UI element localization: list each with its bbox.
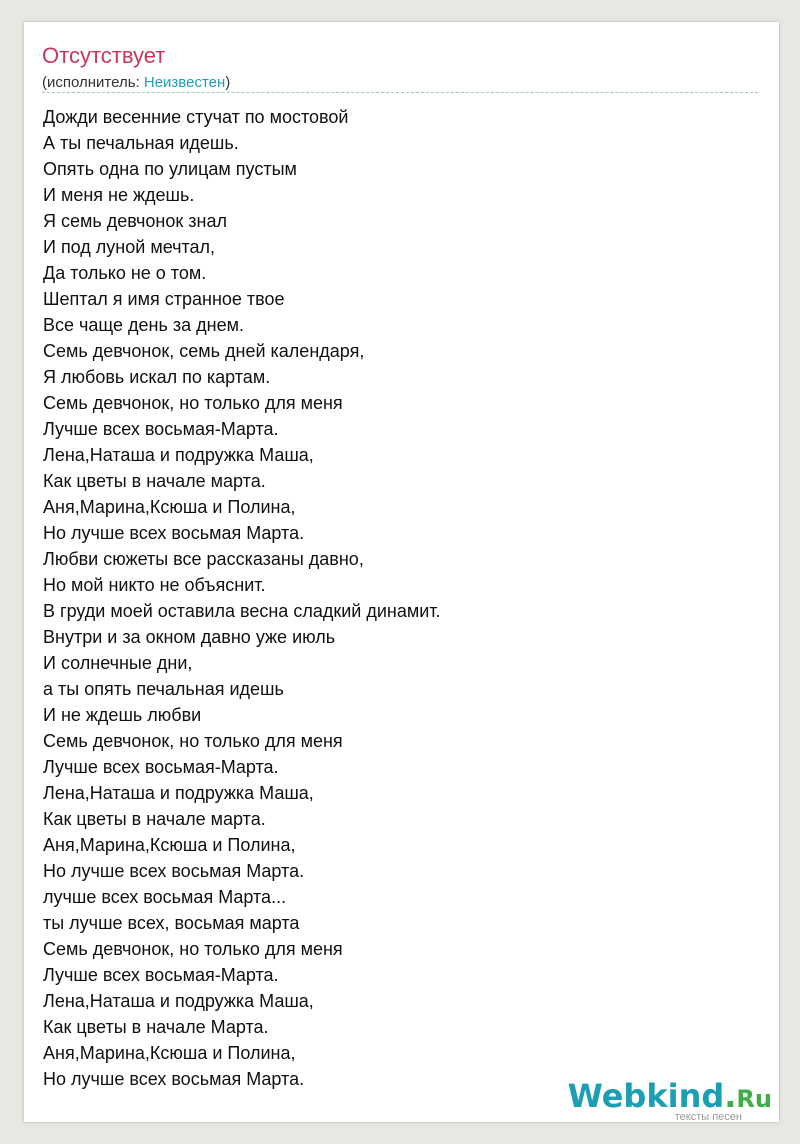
site-logo[interactable]: [568, 1078, 772, 1123]
lyric-line: Но лучше всех восьмая Марта.: [43, 523, 305, 543]
logo-dot: .: [724, 1077, 737, 1115]
lyric-line: Шептал я имя странное твое: [43, 289, 285, 309]
lyric-line: Аня,Марина,Ксюша и Полина,: [43, 1043, 296, 1063]
lyric-line: Опять одна по улицам пустым: [43, 159, 297, 179]
artist-link[interactable]: Неизвестен: [143, 74, 226, 91]
lyric-line: Аня,Марина,Ксюша и Полина,: [43, 835, 296, 855]
lyric-line: Но лучше всех восьмая Марта.: [43, 1069, 305, 1089]
lyric-line: Лучше всех восьмая-Марта.: [43, 419, 279, 439]
lyric-line: И не ждешь любви: [43, 705, 202, 725]
lyric-line: И солнечные дни,: [43, 653, 193, 673]
lyric-line: Но мой никто не объяснит.: [43, 575, 266, 595]
header-divider: [42, 92, 758, 93]
lyric-line: Я семь девчонок знал: [43, 211, 227, 231]
lyric-line: Я любовь искал по картам.: [43, 367, 271, 387]
logo-name: Webkind: [567, 1077, 725, 1115]
lyric-line: Любви сюжеты все рассказаны давно,: [43, 549, 364, 569]
lyric-line: Все чаще день за днем.: [43, 315, 244, 335]
performer-prefix: (исполнитель:: [42, 74, 144, 91]
logo-tld: Ru: [736, 1085, 772, 1113]
lyric-line: ты лучше всех, восьмая марта: [43, 913, 300, 933]
lyric-line: И меня не ждешь.: [43, 185, 195, 205]
song-title: Отсутствует: [42, 43, 166, 68]
lyric-line: а ты опять печальная идешь: [43, 679, 284, 699]
lyric-line: Аня,Марина,Ксюша и Полина,: [43, 497, 296, 517]
performer-line: [42, 73, 230, 93]
lyric-line: Семь девчонок, но только для меня: [43, 939, 343, 959]
lyric-line: Лучше всех восьмая-Марта.: [43, 965, 279, 985]
lyric-line: лучше всех восьмая Марта...: [43, 887, 287, 907]
lyric-line: Семь девчонок, но только для меня: [43, 393, 343, 413]
lyric-line: Лучше всех восьмая-Марта.: [43, 757, 279, 777]
lyrics-text: [43, 104, 441, 1092]
lyric-line: Как цветы в начале марта.: [43, 471, 266, 491]
lyric-line: Лена,Наташа и подружка Маша,: [43, 783, 314, 803]
lyric-line: А ты печальная идешь.: [43, 133, 239, 153]
logo-tagline: тексты песен: [674, 1111, 742, 1123]
lyric-line: Но лучше всех восьмая Марта.: [43, 861, 305, 881]
lyric-line: Да только не о том.: [43, 263, 207, 283]
lyric-line: Внутри и за окном давно уже июль: [43, 627, 336, 647]
lyric-line: Семь девчонок, но только для меня: [43, 731, 343, 751]
lyric-line: В груди моей оставила весна сладкий динамит.: [43, 601, 441, 621]
lyric-line: Лена,Наташа и подружка Маша,: [43, 991, 314, 1011]
lyric-line: Лена,Наташа и подружка Маша,: [43, 445, 314, 465]
lyric-line: Как цветы в начале Марта.: [43, 1017, 269, 1037]
lyric-line: И под луной мечтал,: [43, 237, 216, 257]
lyric-line: Дожди весенние стучат по мостовой: [43, 107, 349, 127]
lyric-line: Семь девчонок, семь дней календаря,: [43, 341, 365, 361]
lyric-line: Как цветы в начале марта.: [43, 809, 266, 829]
performer-suffix: ): [225, 74, 231, 91]
